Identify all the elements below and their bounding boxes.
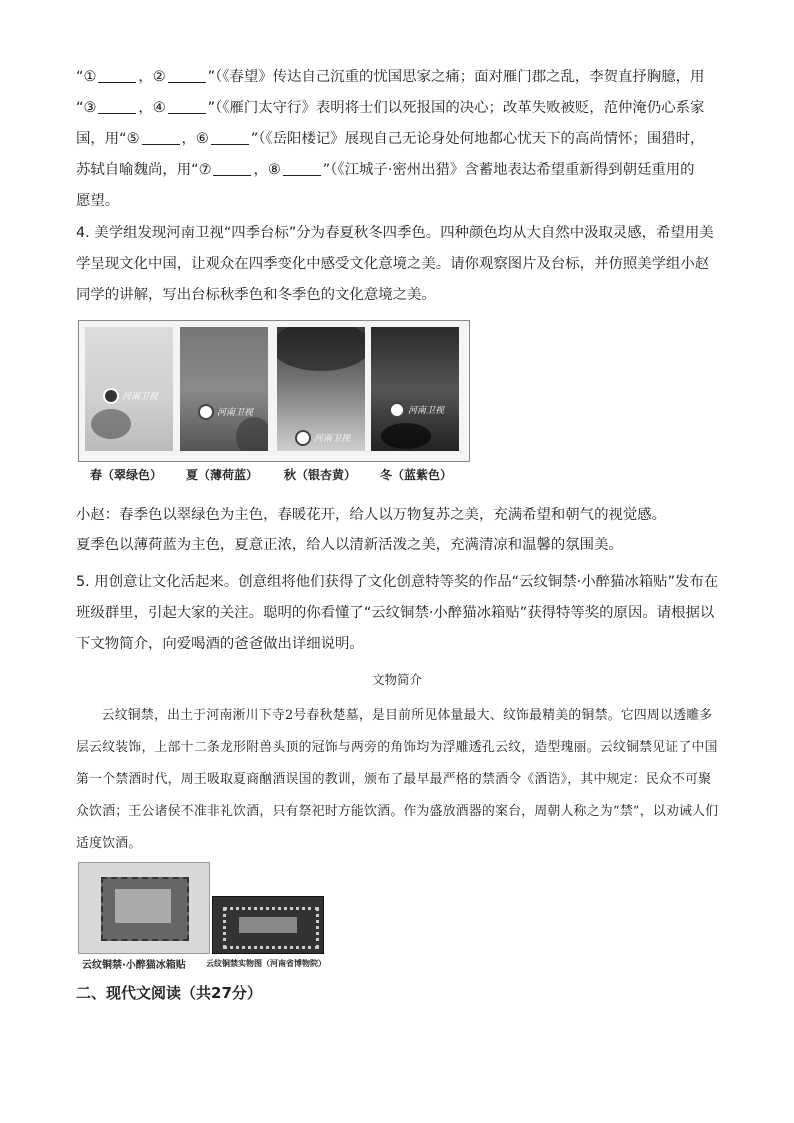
caption-autumn: 秋（银杏黄）	[283, 468, 356, 482]
ginkgo-blob	[277, 327, 365, 371]
q3-text: “③	[76, 100, 97, 116]
caption-summer: 夏（薄荷蓝）	[185, 468, 258, 482]
blank-6[interactable]	[211, 128, 249, 145]
flower-blob	[91, 409, 131, 439]
q3-text: 愿望。	[76, 193, 120, 209]
caption-spring: 春（翠绿色）	[89, 468, 162, 482]
logo-text: 河南卫视	[314, 434, 351, 444]
q3-text: ，⑥	[181, 131, 209, 147]
q3-fill-in-paragraph	[76, 62, 722, 217]
magnet-center	[115, 889, 171, 923]
blank-8[interactable]	[283, 159, 321, 176]
season-captions	[78, 466, 470, 484]
jin-core	[239, 917, 297, 933]
q3-text: ”（《岳阳楼记》展现自己无论身处何地都心忧天下的高尚情怀；围猎时，	[250, 131, 705, 147]
summer-photo	[180, 327, 268, 451]
caption-winter: 冬（蓝紫色）	[379, 468, 452, 482]
blank-4[interactable]	[168, 97, 206, 114]
q3-text: ，⑧	[253, 162, 281, 178]
q5-prompt: 5. 用创意让文化活起来。创意组将他们获得了文化创意特等奖的作品“云纹铜禁·小醉猫冰箱贴”发布在班级群里，引起大家的关注。聪明的你看懂了“云纹铜禁·小醉猫冰箱贴”获得特等奖的原因。请根据以下文物简介，向爱喝酒的爸爸做出详细说明。	[76, 574, 719, 652]
logo-text: 河南卫视	[122, 392, 159, 402]
logo-text: 河南卫视	[217, 408, 254, 418]
logo-text: 河南卫视	[408, 406, 445, 416]
q3-text: ”（《春望》传达自己沉重的忧国思家之痛；面对雁门郡之乱，李贺直抒胸臆，用	[207, 69, 705, 85]
section-2-title: 二、现代文阅读（共27分）	[76, 984, 262, 1002]
autumn-photo	[277, 327, 365, 451]
bronze-jin-photo	[212, 896, 324, 954]
summer-example: 夏季色以薄荷蓝为主色，夏意正浓，给人以清新活泼之美，充满清凉和温馨的氛围美。	[76, 537, 623, 553]
blank-2[interactable]	[168, 66, 206, 83]
relic-intro-body: 云纹铜禁，出土于河南淅川下寺2号春秋楚墓，是目前所见体量最大、纹饰最精美的铜禁。它四周以透雕多层云纹装饰，上部十二条龙形附兽头顶的冠饰与两旁的角饰均为浮雕透孔云纹，造型瑰丽。云纹铜禁见证了中国第一个禁酒时代，周王吸取夏商酗酒误国的教训，颁布了最早最严格的禁酒令《酒诰》，其中规定：民众不可聚众饮酒；王公诸侯不准非礼饮酒，只有祭祀时方能饮酒。作为盛放酒器的案台，周朝人称之为“禁”，以劝诫人们适度饮酒。	[76, 708, 719, 851]
season-logo-photos	[78, 320, 470, 462]
q3-text: 国，用“⑤	[76, 131, 140, 147]
jin-caption: 云纹铜禁实物图（河南省博物院）	[206, 959, 326, 968]
logo-mark-icon	[389, 402, 405, 418]
q3-text: 苏轼自喻魏尚，用“⑦	[76, 162, 212, 178]
leaf-blob	[236, 417, 268, 451]
logo-mark-icon	[198, 404, 214, 420]
logo-mark-icon	[103, 388, 119, 404]
spring-photo	[85, 327, 173, 451]
fridge-magnet-photo	[78, 862, 210, 954]
winter-photo	[371, 327, 459, 451]
blank-3[interactable]	[98, 97, 136, 114]
q4-prompt: 4. 美学组发现河南卫视“四季台标”分为春夏秋冬四季色。四种颜色均从大自然中汲取灵感，希望用美学呈现文化中国，让观众在四季变化中感受文化意境之美。请你观察图片及台标，并仿照美学组小赵同学的讲解，写出台标秋季色和冬季色的文化意境之美。	[76, 225, 714, 303]
logo	[103, 385, 163, 402]
q3-text: “①	[76, 69, 97, 85]
logo	[295, 427, 355, 444]
q3-text: ”（《雁门太守行》表明将士们以死报国的决心；改革失败被贬，范仲淹仍心系家	[207, 100, 705, 116]
blank-1[interactable]	[98, 66, 136, 83]
logo	[198, 401, 258, 418]
relic-intro-title: 文物简介	[371, 672, 422, 687]
zhao-example: 小赵：春季色以翠绿色为主色，春暖花开，给人以万物复苏之美，充满希望和朝气的视觉感。	[76, 507, 667, 523]
q3-text: ”（《江城子·密州出猎》含蓄地表达希望重新得到朝廷重用的	[322, 162, 695, 178]
blank-5[interactable]	[142, 128, 180, 145]
logo	[389, 399, 449, 416]
blank-7[interactable]	[213, 159, 251, 176]
q3-text: ，②	[138, 69, 166, 85]
reed-blob	[381, 423, 431, 449]
logo-mark-icon	[295, 430, 311, 446]
q3-text: ，④	[138, 100, 166, 116]
magnet-caption: 云纹铜禁·小醉猫冰箱贴	[82, 960, 186, 971]
